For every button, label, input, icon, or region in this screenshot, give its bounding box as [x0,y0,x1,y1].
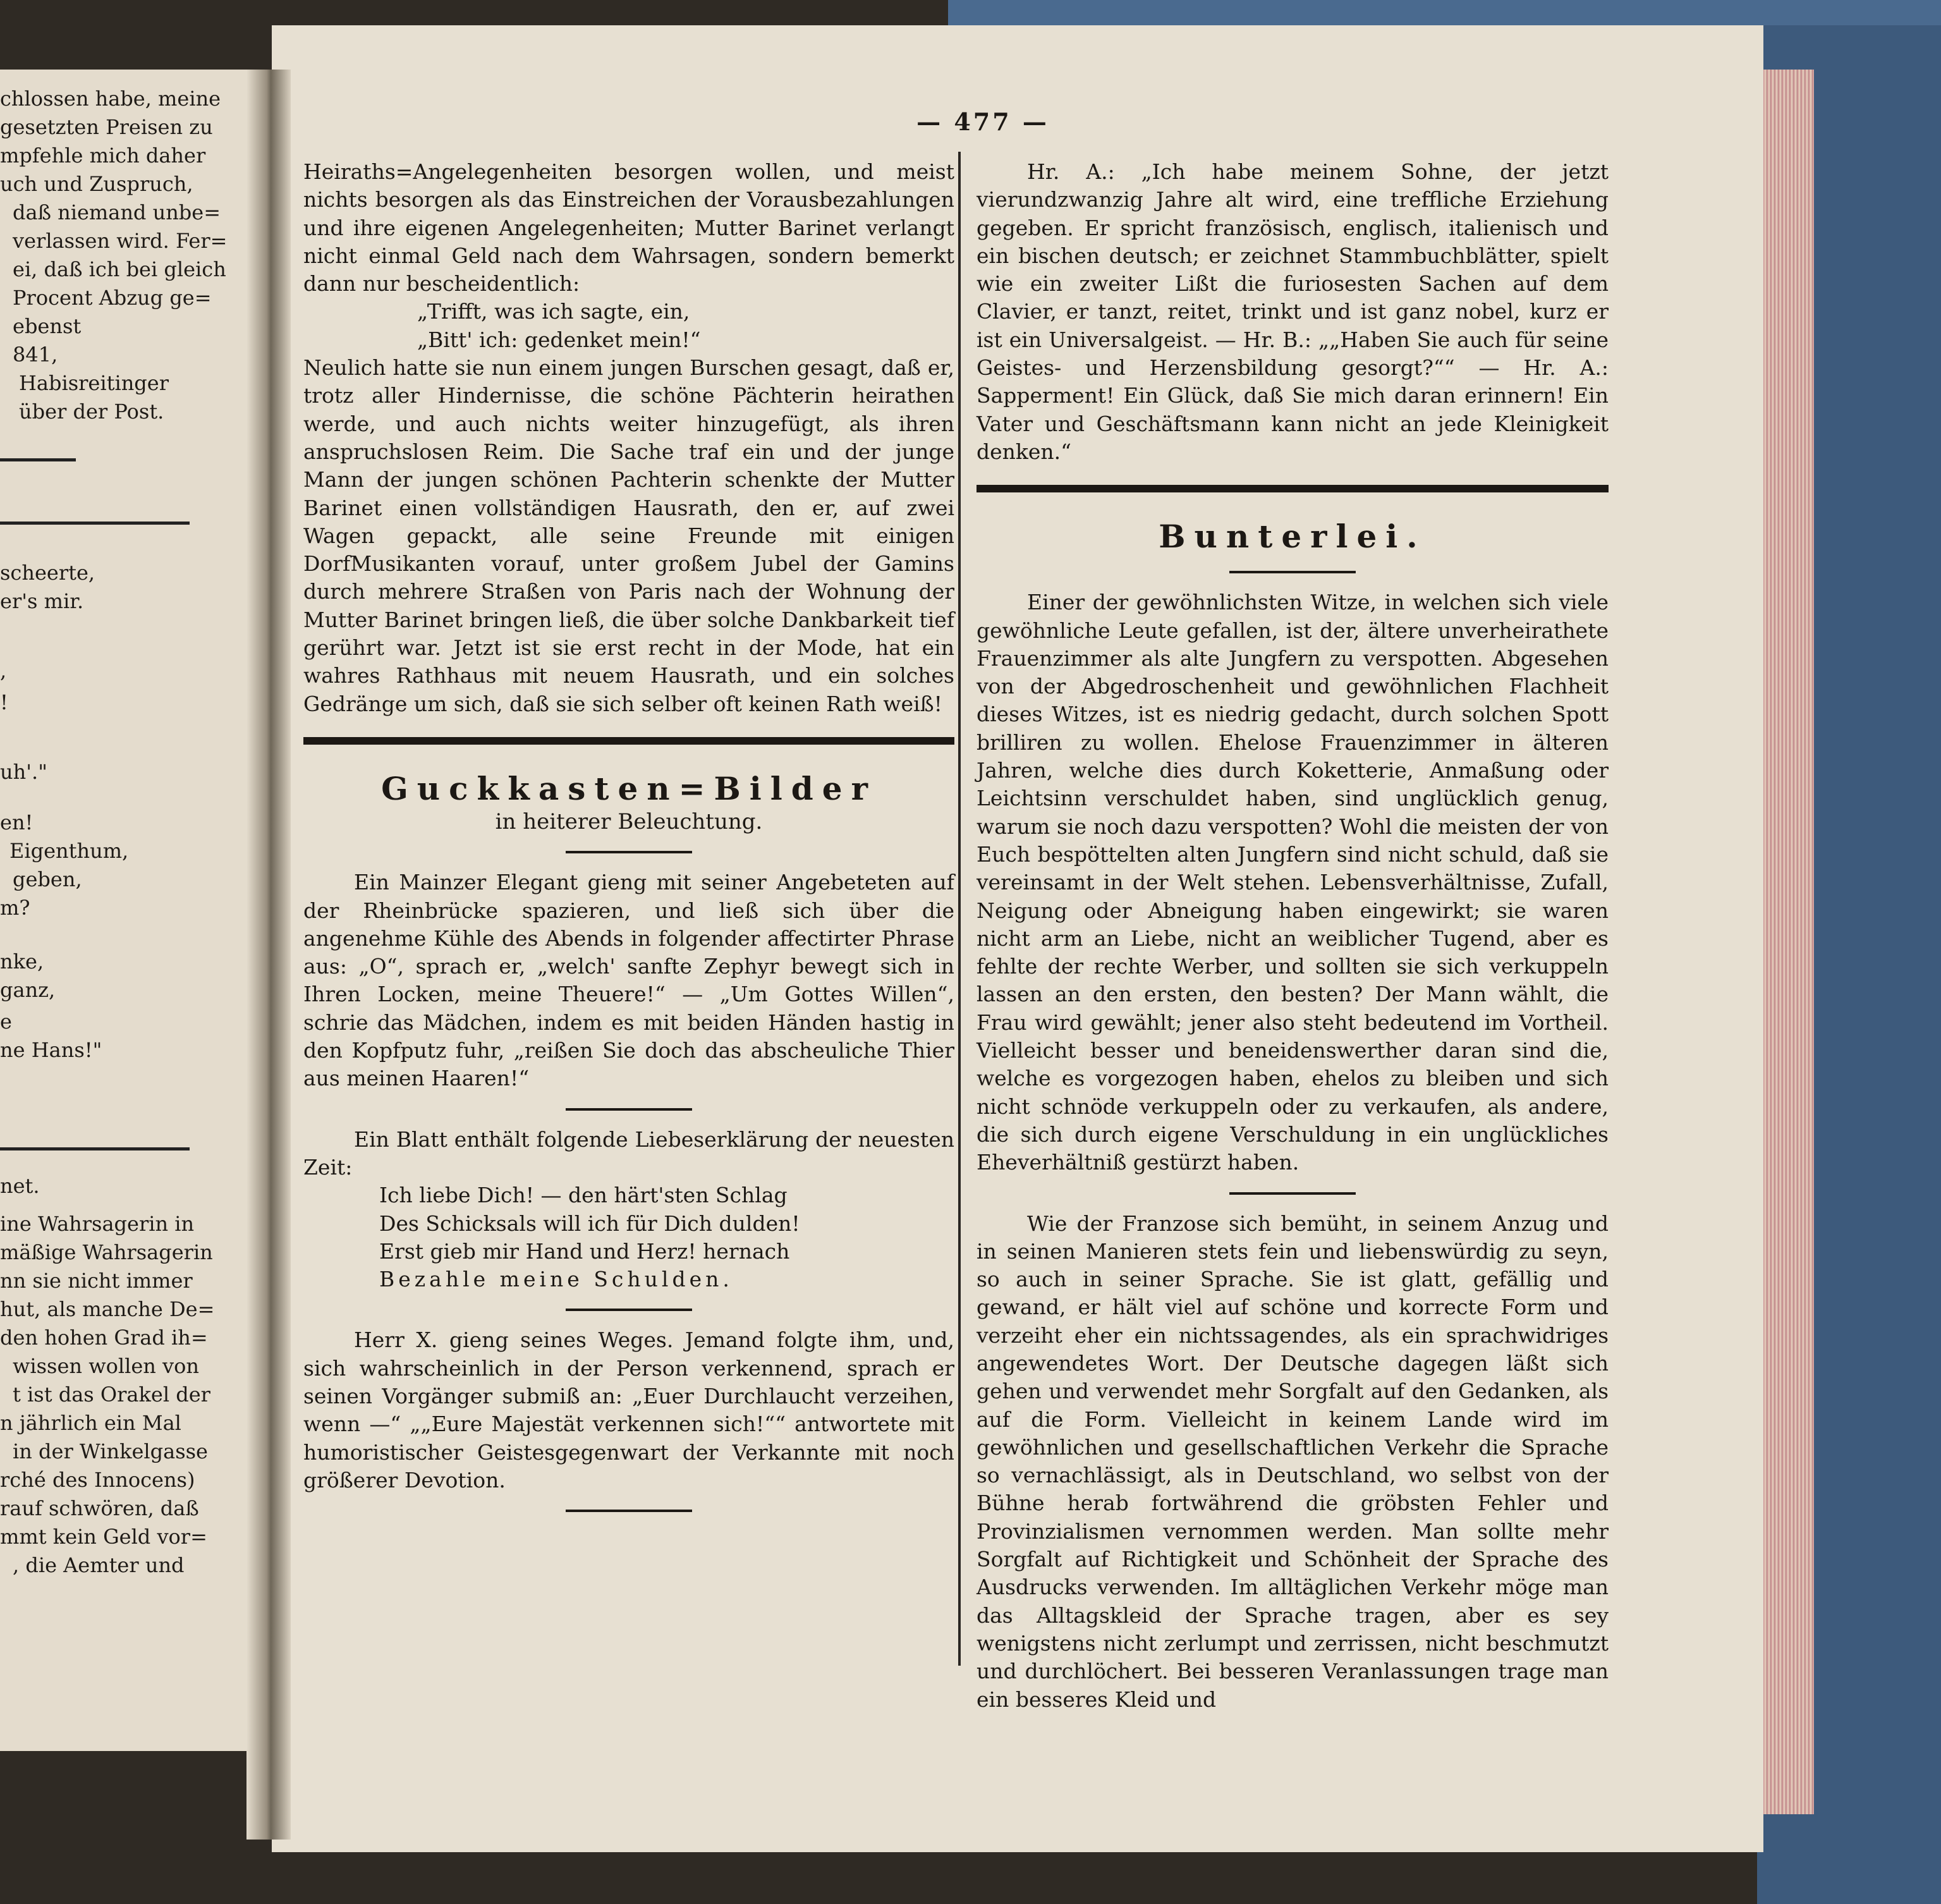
divider-rule [566,851,692,853]
dialogue-paragraph: Hr. A.: „Ich habe meinem Sohne, der jetzt vierundzwanzig Jahre alt wird, eine treffliche Erziehung gegeben. Er spricht französisch, englisch, italienisch und ein bischen deutsch; er zeichnet Stammbuchblätter, spielt wie ein zweiter Lißt die furiosesten Sachen auf dem Clavier, er tanzt, reitet, trinkt und ist ganz nobel, kurz er ist ein Universalgeist. — Hr. B.: „„Haben Sie auch für seine Geistes- und Herzensbildung gesorgt?““ — Hr. A.: Sapperment! Ein Glück, daß Sie mich daran erinnern! Ein Vater und Geschäftsmann kann nicht an jede Kleinigkeit denken.“ [977,159,1609,464]
rhyme-line-1: „Trifft, was ich sagte, ein, [417,299,690,324]
left-page-line: rauf schwören, daß [0,1496,199,1520]
left-page-line: ebenst [13,314,82,338]
anecdote-1: Ein Mainzer Elegant gieng mit seiner Angebeteten auf der Rheinbrücke spazieren, und ließ sich über die angenehme Kühle des Abends in folgender affectirter Phrase aus: „O“, sprach er, „welch' sanfte Zephyr bewegt sich in Ihren Locken, meine Theuere!“ — „Um Gottes Willen“, schrie das Mädchen, indem es mit beiden Händen hastig in den Kopfputz fuhr, „reißen Sie doch das abscheuliche Thier aus meinen Haaren!“ [303,870,954,1091]
section-subtitle: in heiterer Beleuchtung. [495,809,763,834]
divider-rule [1229,1192,1356,1195]
divider-rule [1229,571,1356,573]
essay-2: Wie der Franzose sich bemüht, in seinem Anzug und in seinen Manieren stets fein und liebenswürdig zu seyn, so auch in seiner Sprache. Sie ist glatt, gefällig und gewand, er hält viel auf schöne und korrecte Form und verzeiht eher ein nichtssagendes, als ein sprachwidriges angewendetes Wort. Der Deutsche dagegen läßt sich gehen und verwendet mehr Sorgfalt auf den Gedanken, als auf die Form. Vielleicht in keinem Lande wird im gewöhnlichen und gesellschaftlichen Verkehr die Sprache so vernachlässigt, als in Deutschland, wo selbst von der Bühne herab fortwährend die gröbsten Fehler und Provinzialismen vernommen werden. Man sollte mehr Sorgfalt auf Richtigkeit und Schönheit der Sprache des Ausdrucks verwenden. Im alltäglichen Verkehr möge man das Alltagskleid der Sprache tragen, aber es sey wenigstens nicht zerlumpt und zerrissen, nicht beschmutzt und durchlöchert. Bei besseren Veranlassungen trage man ein besseres Kleid und [977,1211,1609,1712]
essay-1: Einer der gewöhnlichsten Witze, in welchen sich viele gewöhnliche Leute gefallen, ist der, ältere unverheirathete Frauenzimmer als alte Jungfern zu verspotten. Abgesehen von der Abgedroschenheit und gewöhnlichen Flachheit dieses Witzes, ist es niedrig gedacht, durch solchen Spott brilliren zu wollen. Ehelose Frauenzimmer in älteren Jahren, welche dies durch Koketterie, Anmaßung oder Leichtsinn verschuldet haben, sind unglücklich genug, warum sie noch dazu verspotten? Wohl die meisten der von Euch bespöttelten alten Jungfern sind nicht schuld, daß sie vereinsamt in der Welt stehen. Lebensverhältnisse, Zufall, Neigung oder Abneigung haben eingewirkt; sie waren nicht arm an Liebe, nicht an weiblicher Tugend, aber es fehlte der rechte Werber, und sollten sie sich verkuppeln lassen an den ersten, den besten? Der Mann wählt, die Frau wird gewählt; jener also steht bedeutend im Vortheil. Vielleicht besser und beneidenswerther daran sind die, welche es vorgezogen haben, ehelos zu bleiben und sich nicht schnöde verkuppeln oder zu verkaufen, als andere, die sich durch eigene Verschuldung in ein unglückliches Eheverhältniß gestürzt haben. [977,590,1609,1175]
left-page-line: ne Hans!" [0,1038,102,1062]
column-divider [958,152,961,1666]
left-page-line: Habisreitinger [19,371,169,395]
section-title: Bunterlei. [1159,518,1427,556]
anecdote-3: Herr X. gieng seines Weges. Jemand folgte ihm, und, sich wahrscheinlich in der Person verkennend, sprach er seinen Vorgänger submiß an: „Euer Durchlaucht verzeihen, wenn —“ „„Eure Majestät verkennen sich!““ antwortete mit humoristischer Geistesgegenwart der Verkannte mit noch größerer Devotion. [303,1327,954,1492]
anecdote-2-intro: Ein Blatt enthält folgende Liebeserklärung der neuesten Zeit: [303,1126,954,1180]
left-page-rule [0,1147,190,1150]
left-page-line: er's mir. [0,589,84,613]
rhyme-line-2: „Bitt' ich: gedenket mein!“ [417,327,701,352]
left-page-line: rché des Innocens) [0,1468,195,1492]
intro-paragraph: Heiraths=Angelegenheiten besorgen wollen, und meist nichts besorgen als das Einstreichen der Vorausbezahlungen und ihre eigenen Angelegenheiten; Mutter Barinet verlangt nicht einmal Geld nach dem Wahrsagen, sondern bemerkt dann nur bescheidentlich: [303,159,954,296]
left-page-line: scheerte, [0,561,95,585]
divider-rule [566,1510,692,1512]
left-page-line: wissen wollen von [13,1354,199,1378]
story-paragraph: Neulich hatte sie nun einem jungen Burschen gesagt, daß er, trotz aller Hindernisse, die schöne Pächterin heirathen werde, und auch nichts weiter hinzugefügt, als ihren anspruchslosen Reim. Die Sache traf ein und der junge Mann der jungen schönen Pachterin schenkte der Mutter Barinet einen vollständigen Hausrath, den er, auf zwei Wagen gepackt, alle seine Freunde mit einigen DorfMusikanten vorauf, unter großem Jubel der Gamins durch mehrere Straßen von Paris nach der Wohnung der Mutter Barinet bringen ließ, die über solche Dankbarkeit tief gerührt war. Jetzt ist sie erst recht in der Mode, hat ein wahres Rathhaus mit neuem Hausrath, und ein solches Gedränge um sich, daß sie sich selber oft keinen Rath weiß! [303,355,954,716]
column-a [303,158,954,1527]
poem-line: Ich liebe Dich! — den härt'sten Schlag [379,1183,788,1208]
left-page-line: ! [0,690,8,714]
left-page [0,70,258,1751]
poem-line: Erst gieb mir Hand und Herz! hernach [379,1238,790,1264]
left-page-line: nke, [0,949,44,973]
left-page-line: über der Post. [19,400,164,424]
left-page-line: m? [0,896,30,920]
left-page-line: mäßige Wahrsagerin [0,1240,213,1264]
left-page-line: hut, als manche De= [0,1297,215,1321]
left-page-line: gesetzten Preisen zu [0,115,213,139]
left-page-line: n jährlich ein Mal [0,1411,181,1435]
poem-line: Bezahle meine Schulden. [379,1267,733,1292]
left-page-line: chlossen habe, meine [0,87,221,111]
divider-rule [566,1108,692,1111]
left-page-line: geben, [13,867,82,891]
left-page-line: daß niemand unbe= [13,200,221,224]
left-page-line: , die Aemter und [13,1553,185,1577]
left-page-line: net. [0,1174,40,1198]
poem-line: Des Schicksals will ich für Dich dulden! [379,1211,800,1236]
left-page-line: Procent Abzug ge= [13,286,212,310]
left-page-line: 841, [13,343,58,367]
left-page-line: ganz, [0,978,56,1002]
left-page-line: den hohen Grad ih= [0,1326,208,1350]
left-page-rule [0,522,190,525]
left-page-line: , [0,659,7,683]
left-page-line: verlassen wird. Fer= [13,229,228,253]
divider-rule [566,1309,692,1311]
section-title: Guckkasten=Bilder [381,769,877,807]
left-page-line: mmt kein Geld vor= [0,1525,207,1549]
left-page-rule [0,458,76,461]
left-page-line: en! [0,810,33,834]
left-page-line: ei, daß ich bei gleich [13,257,226,281]
book-gutter [246,70,291,1840]
left-page-line: uh'." [0,760,47,784]
left-page-line: t ist das Orakel der [13,1382,210,1407]
left-page-line: ine Wahrsagerin in [0,1212,195,1236]
left-page-line: uch und Zuspruch, [0,172,193,196]
left-page-line: in der Winkelgasse [13,1439,208,1463]
section-rule [977,485,1609,492]
left-page-line: Eigenthum, [9,839,129,863]
left-page-line: e [0,1010,12,1034]
left-page-line: nn sie nicht immer [0,1269,193,1293]
left-page-line: mpfehle mich daher [0,143,206,168]
page-number: — 477 — [916,107,1049,136]
section-rule [303,737,954,745]
column-b [977,158,1609,1714]
